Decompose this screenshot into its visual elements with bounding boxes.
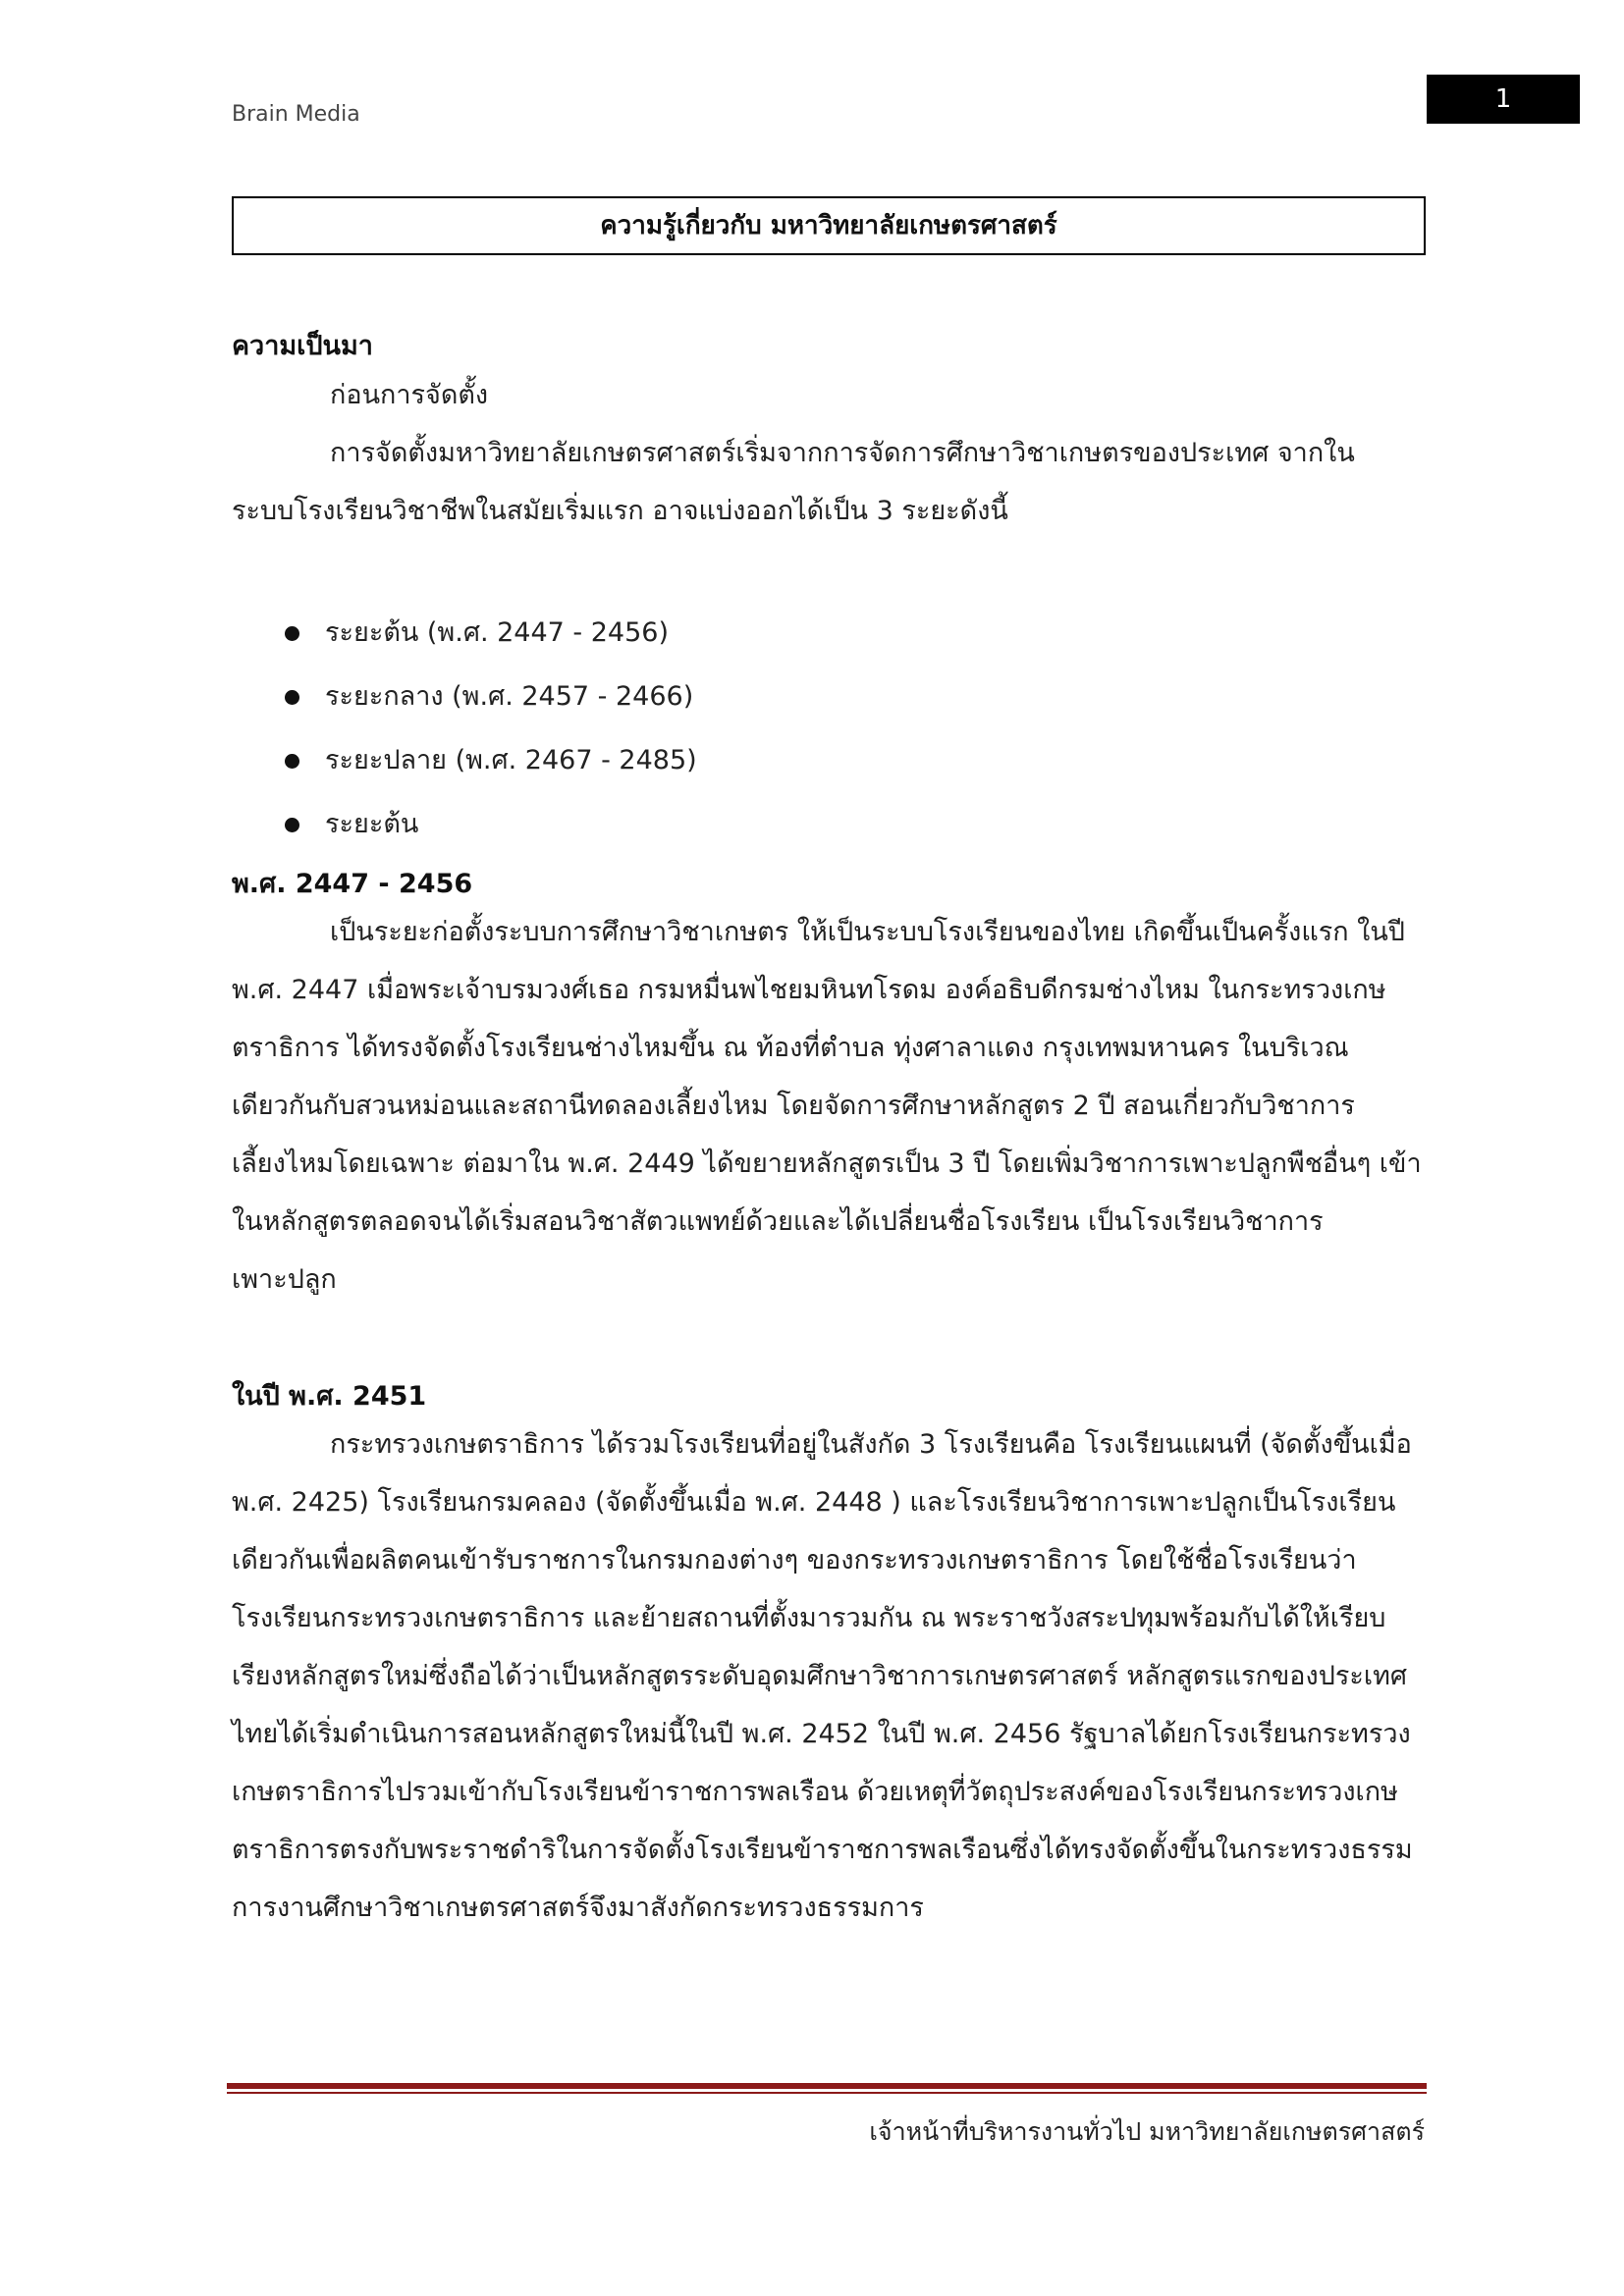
paragraph-line: เดียวกันเพื่อผลิตคนเข้ารับราชการในกรมกองต่างๆ ของกระทรวงเกษตราธิการ โดยใช้ชื่อโรงเรียนว่า	[232, 1545, 1357, 1575]
footer-text: เจ้าหน้าที่บริหารงานทั่วไป มหาวิทยาลัยเกษตรศาสตร์	[869, 2117, 1425, 2146]
paragraph-line: เกษตราธิการไปรวมเข้ากับโรงเรียนข้าราชการพลเรือน ด้วยเหตุที่วัตถุประสงค์ของโรงเรียนกระทรวงเกษ	[232, 1777, 1398, 1807]
paragraph-line: ไทยได้เริ่มดำเนินการสอนหลักสูตรใหม่นี้ในปี พ.ศ. 2452 ในปี พ.ศ. 2456 รัฐบาลได้ยกโรงเรียนกระทรวง	[232, 1719, 1411, 1749]
paragraph-line: เป็นระยะก่อตั้งระบบการศึกษาวิชาเกษตร ให้เป็นระบบโรงเรียนของไทย เกิดขึ้นเป็นครั้งแรก ในปี	[330, 917, 1405, 947]
page-title: ความรู้เกี่ยวกับ มหาวิทยาลัยเกษตรศาสตร์	[232, 196, 1426, 255]
bullet-icon	[285, 754, 299, 769]
list-item-text: ระยะต้น (พ.ศ. 2447 - 2456)	[325, 617, 669, 648]
intro-paragraph	[232, 424, 1355, 540]
paragraph-line: เลี้ยงไหมโดยเฉพาะ ต่อมาใน พ.ศ. 2449 ได้ขยายหลักสูตรเป็น 3 ปี โดยเพิ่มวิชาการเพาะปลูกพืชอื่นๆ เข้า	[232, 1148, 1422, 1179]
list-item-text: ระยะกลาง (พ.ศ. 2457 - 2466)	[325, 681, 694, 712]
section-heading-2451: ในปี พ.ศ. 2451	[232, 1381, 427, 1412]
paragraph-line: ในหลักสูตรตลอดจนได้เริ่มสอนวิชาสัตวแพทย์ด้วยและได้เปลี่ยนชื่อโรงเรียน เป็นโรงเรียนวิชาการ	[232, 1206, 1324, 1237]
footer-rule-thin	[227, 2092, 1427, 2094]
intro-line: ระบบโรงเรียนวิชาชีพในสมัยเริ่มแรก อาจแบ่งออกได้เป็น 3 ระยะดังนี้	[232, 496, 1008, 526]
paragraph-2451	[232, 1415, 1413, 1937]
paragraph-line: พ.ศ. 2425) โรงเรียนกรมคลอง (จัดตั้งขึ้นเมื่อ พ.ศ. 2448 ) และโรงเรียนวิชาการเพาะปลูกเป็นโรงเรียน	[232, 1487, 1396, 1518]
section-heading-history: ความเป็นมา	[232, 331, 373, 361]
bullet-icon	[285, 818, 299, 832]
paragraph-line: เรียงหลักสูตรใหม่ซึ่งถือได้ว่าเป็นหลักสูตรระดับอุดมศึกษาวิชาการเกษตรศาสตร์ หลักสูตรแรกของประเทศ	[232, 1661, 1408, 1691]
list-item-text: ระยะปลาย (พ.ศ. 2467 - 2485)	[325, 745, 697, 775]
list-item-text: ระยะต้น	[325, 809, 419, 839]
footer-rule	[227, 2083, 1427, 2089]
list-item	[285, 611, 669, 653]
bullet-icon	[285, 626, 299, 641]
paragraph-line: เดียวกันกับสวนหม่อนและสถานีทดลองเลี้ยงไหม โดยจัดการศึกษาหลักสูตร 2 ปี สอนเกี่ยวกับวิชาการ	[232, 1091, 1355, 1121]
paragraph-line: พ.ศ. 2447 เมื่อพระเจ้าบรมวงศ์เธอ กรมหมื่นพไชยมหินทโรดม องค์อธิบดีกรมช่างไหม ในกระทรวงเกษ	[232, 975, 1386, 1005]
list-item	[285, 738, 697, 780]
paragraph-line: เพาะปลูก	[232, 1264, 337, 1295]
intro-line: การจัดตั้งมหาวิทยาลัยเกษตรศาสตร์เริ่มจากการจัดการศึกษาวิชาเกษตรของประเทศ จากใน	[330, 438, 1355, 468]
bullet-icon	[285, 690, 299, 705]
paragraph-line: โรงเรียนกระทรวงเกษตราธิการ และย้ายสถานที่ตั้งมารวมกัน ณ พระราชวังสระปทุมพร้อมกับได้ให้เรียบ	[232, 1603, 1386, 1633]
subheading-before-founding: ก่อนการจัดตั้ง	[330, 380, 489, 410]
paragraph-line: การงานศึกษาวิชาเกษตรศาสตร์จึงมาสังกัดกระทรวงธรรมการ	[232, 1893, 924, 1923]
paragraph-line: ตราธิการตรงกับพระราชดำริในการจัดตั้งโรงเรียนข้าราชการพลเรือนซึ่งได้ทรงจัดตั้งขึ้นในกระทรวงธรรม	[232, 1835, 1413, 1865]
page-number: 1	[1427, 75, 1580, 124]
section-heading-2447-2456: พ.ศ. 2447 - 2456	[232, 869, 473, 899]
header-brand: Brain Media	[232, 102, 360, 127]
list-item	[285, 674, 693, 717]
paragraph-early-period	[232, 903, 1422, 1308]
paragraph-line: ตราธิการ ได้ทรงจัดตั้งโรงเรียนช่างไหมขึ้น ณ ท้องที่ตำบล ทุ่งศาลาแดง กรุงเทพมหานคร ในบริเวณ	[232, 1033, 1349, 1063]
paragraph-line: กระทรวงเกษตราธิการ ได้รวมโรงเรียนที่อยู่ในสังกัด 3 โรงเรียนคือ โรงเรียนแผนที่ (จัดตั้งขึ้นเมื่อ	[330, 1429, 1412, 1460]
list-item	[285, 802, 418, 844]
